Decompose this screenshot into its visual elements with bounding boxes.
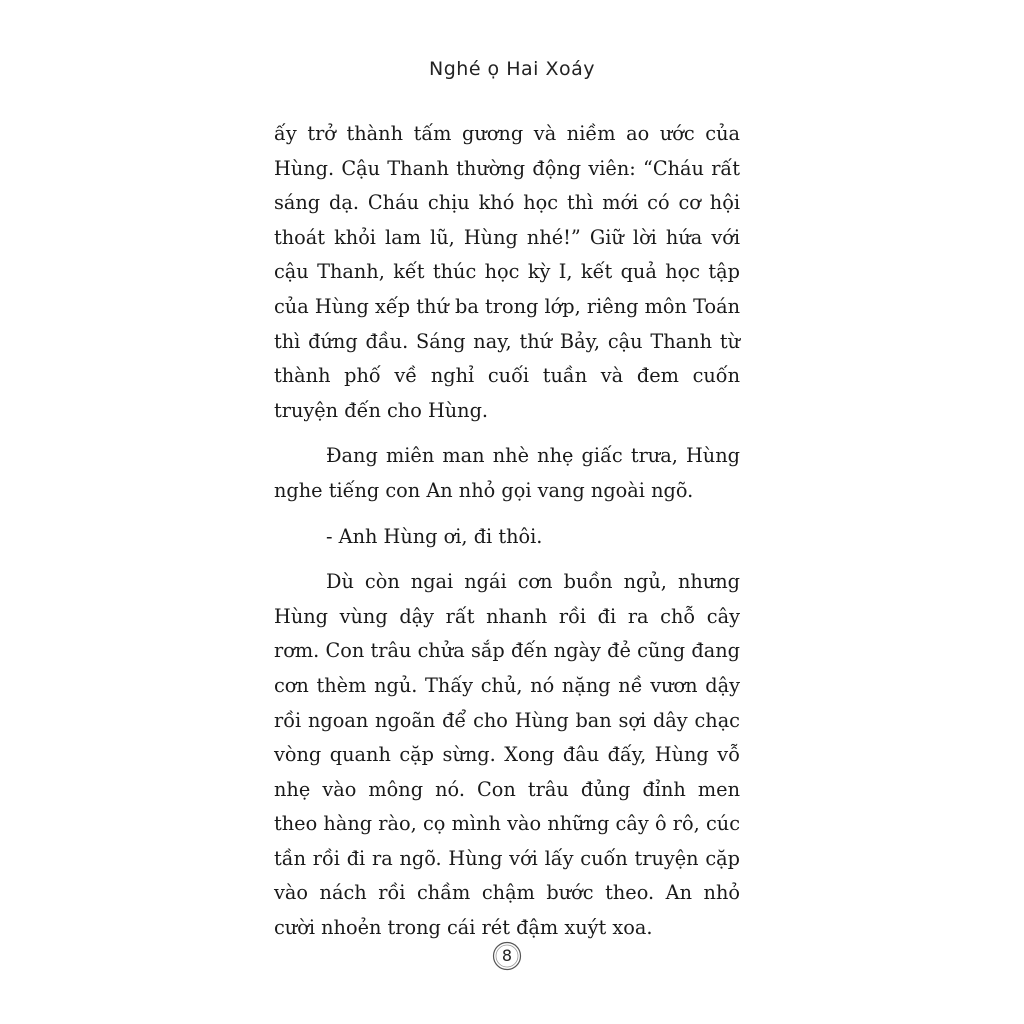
body-text (274, 117, 740, 946)
dialogue-line: - Anh Hùng ơi, đi thôi. (326, 524, 543, 548)
page-number: 8 (501, 946, 513, 965)
page-number-badge (492, 941, 522, 971)
paragraph: Dù còn ngai ngái cơn buồn ngủ, nhưng Hùng vùng dậy rất nhanh rồi đi ra chỗ cây rơm. Con trâu chửa sắp đến ngày đẻ cũng đang cơn thèm ngủ. Thấy chủ, nó nặng nề vươn dậy rồi ngoan ngoãn để cho Hùng ban sợi dây chạc vòng quanh cặp sừng. Xong đâu đấy, Hùng vỗ nhẹ vào mông nó. Con trâu đủng đỉnh men theo hàng rào, cọ mình vào những cây ô rô, cúc tần rồi đi ra ngõ. Hùng với lấy cuốn truyện cặp vào nách rồi chầm chậm bước theo. An nhỏ cười nhoẻn trong cái rét đậm xuýt xoa. (274, 570, 740, 940)
paragraph: Đang miên man nhè nhẹ giấc trưa, Hùng nghe tiếng con An nhỏ gọi vang ngoài ngõ. (274, 444, 740, 502)
paragraph-continued: ấy trở thành tấm gương và niềm ao ước của Hùng. Cậu Thanh thường động viên: “Cháu rất sáng dạ. Cháu chịu khó học thì mới có cơ hội thoát khỏi lam lũ, Hùng nhé!” Giữ lời hứa với cậu Thanh, kết thúc học kỳ I, kết quả học tập của Hùng xếp thứ ba trong lớp, riêng môn Toán thì đứng đầu. Sáng nay, thứ Bảy, cậu Thanh từ thành phố về nghỉ cuối tuần và đem cuốn truyện đến cho Hùng. (274, 122, 740, 422)
running-header-title: Nghé ọ Hai Xoáy (429, 58, 595, 80)
